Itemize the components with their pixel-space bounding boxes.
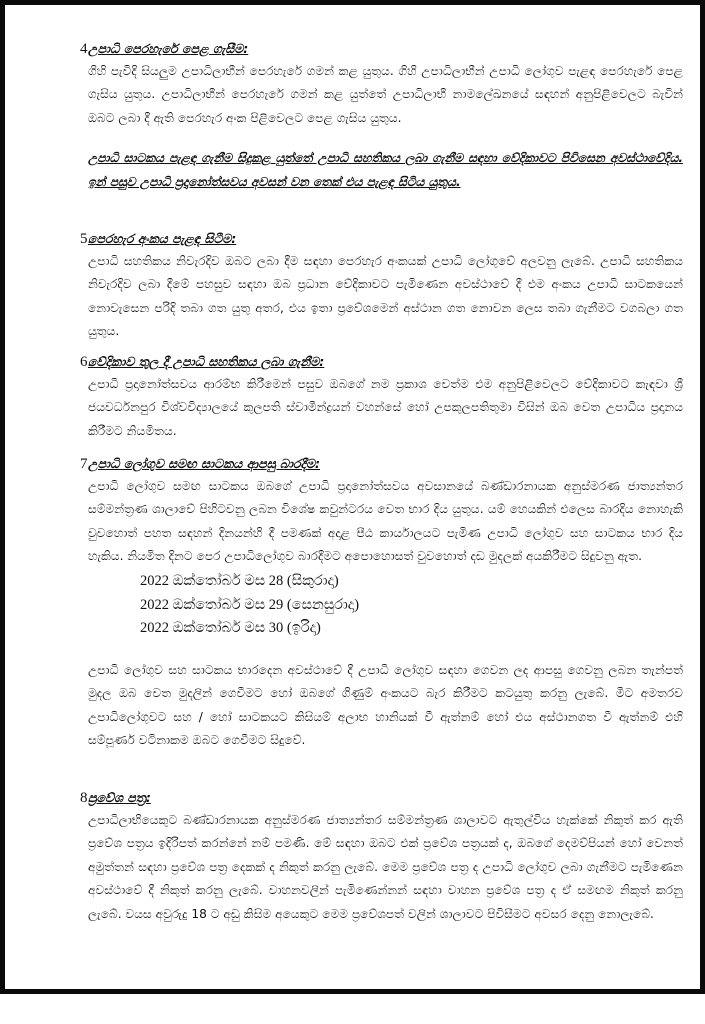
return-date-item: 2022 ඔක්තෝබර් මස 29 (සෙනසුරාදා) [140, 596, 360, 613]
return-date-item: 2022 ඔක්තෝබර් මස 28 (සිකුරාදා) [140, 573, 339, 589]
section-paragraph: උපාධි ලෝගුව සහ සාටකය භාරදෙන අවස්ථාවේ දී උපාධි ලෝගුව සඳහා ගෙවන ලද ආපසු ගෙවනු ලබන තැන්පත් මුදල ඔබ වෙත මුදලින් ගෙවීමට හෝ ඔබගේ ගිණුම් අංකයට බැර කිරීමට කටයුතු කරනු ලැබේ. මීට අමතරව උපාධිලෝගුවට සහ / හෝ සාටකයට කිසියම් අලාභ හානියක් වී ඇත්නම් හෝ එය අස්ථානගත වී ඇත්නම් එහි සම්පූර්ණ වටිනාකම ඔබට ගෙවීමට සිදුවේ. [88, 663, 683, 748]
section-number: 8. [80, 790, 92, 806]
section-number: 4. [80, 41, 92, 57]
return-dates-list [140, 570, 359, 641]
section-paragraph: උපාධි ප්‍රදානෝත්සවය ආරම්භ කිරීමෙන් පසුව ඔබගේ නම ප්‍රකාශ වෙත්ම එම අනුපිළිවෙලට වේදිකාවට කැඳවා ශ්‍රී ජයවර්ධනපුර විශ්වවිද්‍යාලයේ කුලපති ස්වාමීන්ද්‍රයන් වහන්සේ හෝ උපකුලපතිතුමා විසින් ඔබ වෙත උපාධිය ප්‍රදානය කිරීමට නියමිතය. [88, 377, 683, 438]
section-paragraph: උපාධිලාභියෙකුට බණ්ඩාරනායක අනුස්මරණ ජාත්‍යන්තර සම්මන්ත්‍රණ ශාලාවට ඇතුල්විය හැක්කේ නිකුත් කර ඇති ප්‍රවේශ පත්‍රය ඉදිරිපත් කරන්නේ නම් පමණි. මේ සඳහා ඔබට එක් ප්‍රවේශ පත්‍රයක් ද, ඔබගේ දෙමව්පියන් හෝ වෙනත් අමුත්තන් සඳහා ප්‍රවේශ පත්‍ර දෙකක් ද නිකුත් කරනු ලැබේ. මෙම ප්‍රවේශ පත්‍ර ද උපාධි ලෝගුව ලබා ගැනීමට පැමිණෙන අවස්ථාවේ දී නිකුත් කරනු ලැබේ. වාහනවලින් පැමිණෙන්නන් සඳහා වාහන ප්‍රවේශ පත්‍ර ද ඒ සමඟම නිකුත් කරනු ලැබේ. වයස අවුරුදු 18 ට අඩු කිසිම අයෙකුට මෙම ප්‍රවේශපත් වලින් ශාලාවට පිවිසීමට අවසර දෙනු නොලැබේ. [88, 813, 683, 921]
section-paragraph: ගිහි පැවිදි සියලුම උපාධිලාභීන් පෙරහැරේ ගමන් කළ යුතුය. ගිහි උපාධිලාභීන් උපාධි ලෝගුව පැළඳ පෙරහැරේ පෙළ ගැසිය යුතුය. උපාධිලාභීන් පෙරහැරේ ගමන් කළ යුත්තේ උපාධිලාභී නාමලේඛනයේ සඳහන් අනුපිළිවෙලට බැවින් ඔබට ලබා දී ඇති පෙරහැර අංක පිළිවෙලට පෙළ ගැසිය යුතුය. [88, 64, 683, 125]
section-number: 5. [80, 231, 92, 247]
section-paragraph: උපාධි සහතිකය නිවැරදිව ඔබට ලබා දීම සඳහා පෙරහැර අංකයක් උපාධි ලෝගුවේ අලවනු ලැබේ. උපාධි සහතිකය නිවැරදිව ලබා දීමේ පහසුව සඳහා ඔබ ප්‍රධාන වේදිකාවට පැමිණෙන අවස්ථාවේ දී එම අංකය උපාධි සාටකයෙන් නොවැසෙන පරිදි තබා ගත යුතු අතර, එය ඉතා ප්‍රවේශමෙන් අස්ථාන ගත නොවන ලෙස තබා ගැනීමට වගබලා ගත යුතුය. [88, 254, 683, 339]
section-heading: ප්‍රවේශ පත්‍ර: [88, 790, 151, 805]
section-heading: වේදිකාව තුල දී උපාධි සහතිකය ලබා ගැනීම: [88, 354, 325, 369]
section-number: 6. [80, 354, 92, 370]
section-heading: උපාධි ලෝගුව සමඟ සාටකය ආපසු බාරදීම: [88, 456, 321, 471]
section-number: 7. [80, 456, 92, 472]
section-heading: පෙරහැර අංකය පැළඳ සිටීම: [88, 231, 237, 246]
section-emphasis-note: උපාධි සාටකය පැළඳ ගැනීම සිදුකළ යුත්තේ උපාධි සහතිකය ලබා ගැනීම සඳහා වේදිකාවට පිවිසෙන අවස්ථාවේදිය. ඉන් පසුව උපාධි ප්‍රදානෝත්සවය අවසන් වන තෙක් එය පැළඳ සිටිය යුතුය. [88, 151, 683, 189]
section-paragraph: උපාධි ලෝගුව සමඟ සාටකය ඔබගේ උපාධි ප්‍රදානෝත්සවය අවසානයේ බණ්ඩාරනායක අනුස්මරණ ජාත්‍යන්තර සම්මන්ත්‍රණ ශාලාවේ පිහිටවනු ලබන විශේෂ කවුන්ටරය වෙත භාර දිය යුතුය. යම් හෙයකින් එලෙස බාරදිය නොහැකි වුවහොත් පහත සඳහන් දිනයන්හි දී පමණක් අදාළ පීඨ කාර්යාලයට පැමිණ උපාධි ලෝගුව සහ සාටකය භාර දිය හැකිය. නියමිත දිනට පෙර උපාධිලෝගුව බාරදීමට අපොහොසත් වුවහොත් දඩ මුදලක් අයකිරීමට සිදුවනු ඇත. [88, 479, 683, 564]
section-heading: උපාධි පෙරහැරේ පෙළ ගැසීම: [88, 41, 249, 56]
return-date-item: 2022 ඔක්තෝබර් මස 30 (ඉරිදා) [140, 620, 321, 636]
